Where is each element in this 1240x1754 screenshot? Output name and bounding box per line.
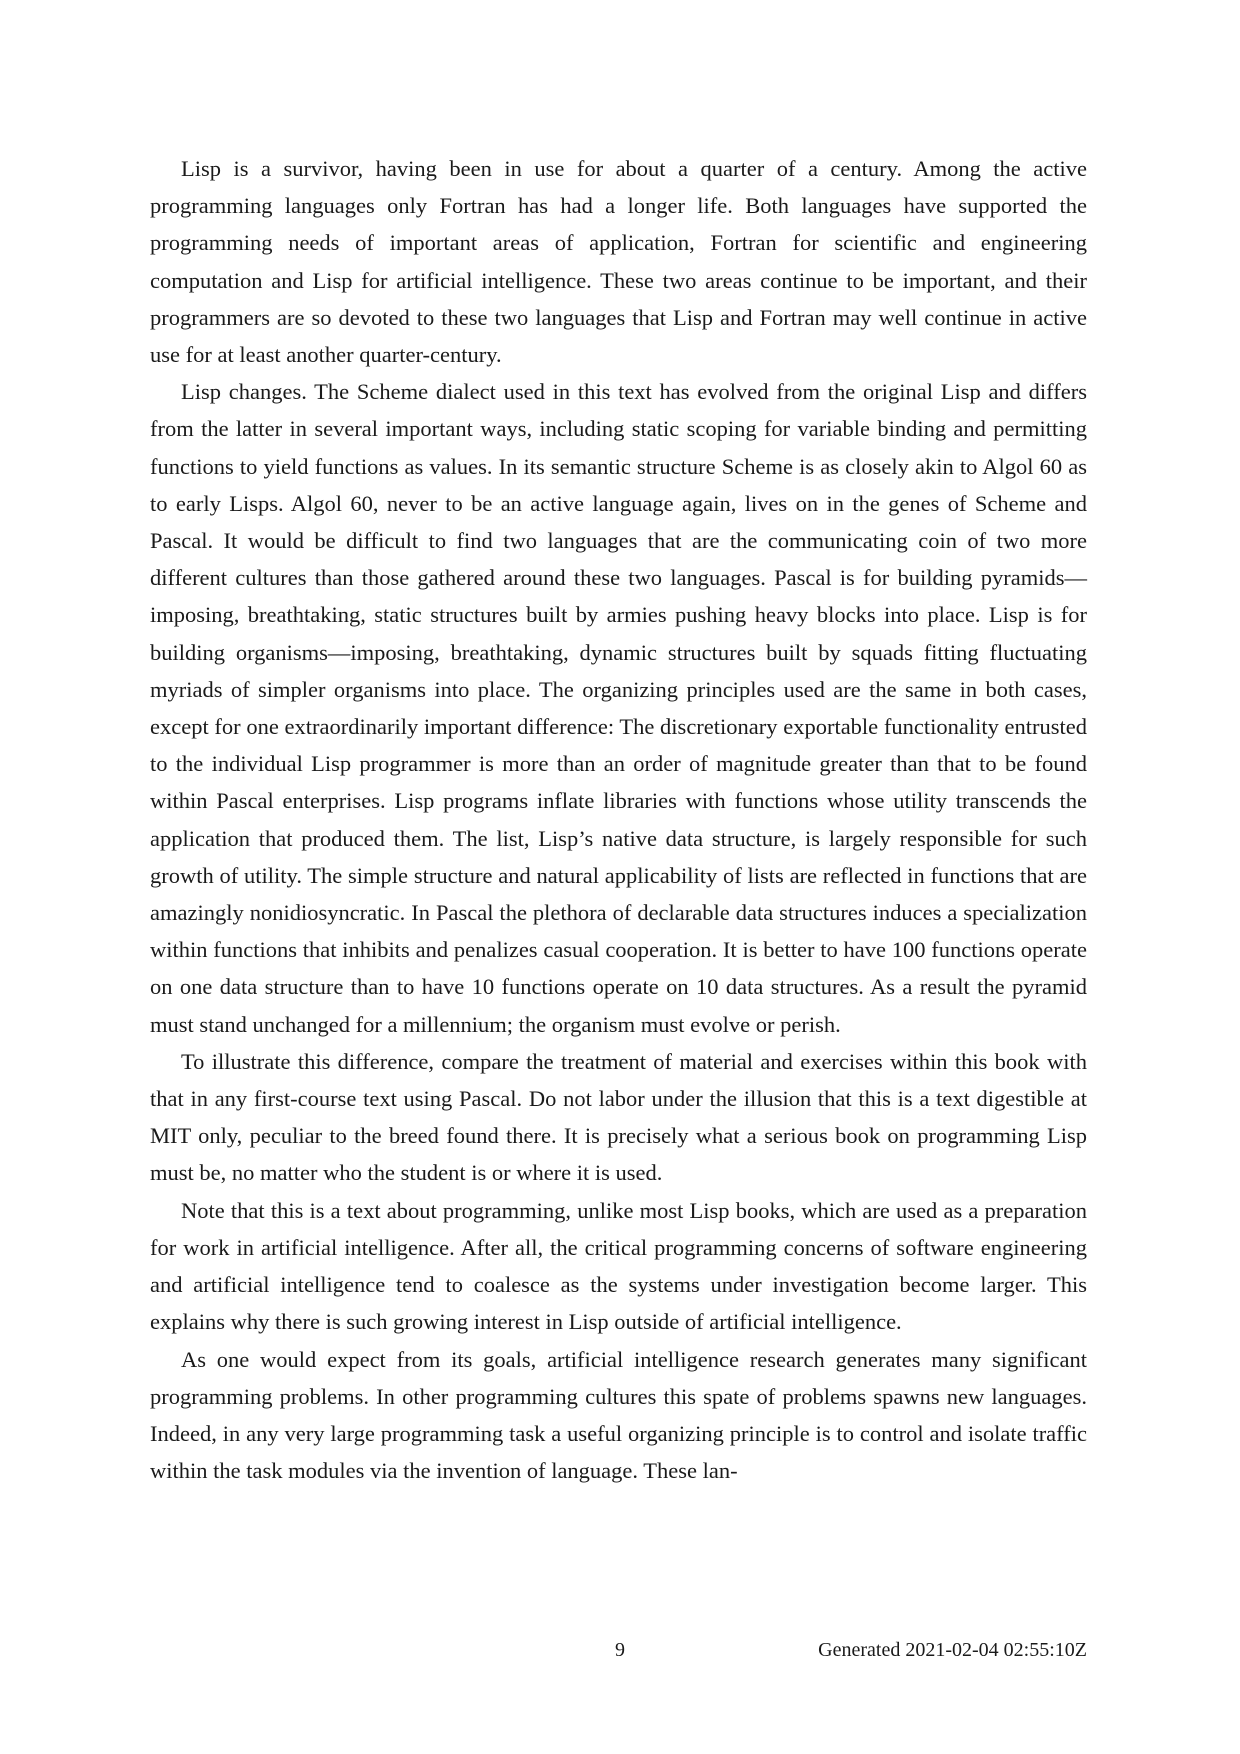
- paragraph: To illustrate this difference, compare the treatment of material and exercises within this book with that in any first-course text using Pascal. Do not labor under the illusion that this is a text digestible at MIT only, peculiar to the breed found there. It is precisely what a serious book on programming Lisp must be, no matter who the student is or where it is used.: [150, 1048, 1087, 1186]
- paragraph: Note that this is a text about programming, unlike most Lisp books, which are used as a preparation for work in artificial intelligence. After all, the critical programming concerns of software engineering and artificial intelligence tend to coalesce as the systems under investigation become larger. This explains why there is such growing interest in Lisp outside of artificial intelligence.: [150, 1197, 1087, 1335]
- paragraph: Lisp is a survivor, having been in use for about a quarter of a century. Among the active programming languages only Fortran has had a longer life. Both languages have supported the programming needs of important areas of application, Fortran for scientific and engineering computation and Lisp for artificial intelligence. These two areas continue to be important, and their programmers are so devoted to these two languages that Lisp and Fortran may well continue in active use for at least another quarter-century.: [150, 156, 1087, 368]
- body-text: [150, 150, 1087, 1489]
- paragraph: Lisp changes. The Scheme dialect used in this text has evolved from the original Lisp and differs from the latter in several important ways, including static scoping for variable binding and permitting functions to yield functions as values. In its semantic structure Scheme is as closely akin to Algol 60 as to early Lisps. Algol 60, never to be an active language again, lives on in the genes of Scheme and Pascal. It would be difficult to find two languages that are the communicating coin of two more different cultures than those gathered around these two languages. Pascal is for building pyramids—imposing, breathtaking, static structures built by armies pushing heavy blocks into place. Lisp is for building organisms—imposing, breathtaking, dynamic structures built by squads fitting fluctuating myriads of simpler organisms into place. The organizing principles used are the same in both cases, except for one extraordinarily important difference: The discretionary exportable functionality entrusted to the individual Lisp programmer is more than an order of magnitude greater than that to be found within Pascal enterprises. Lisp programs inflate libraries with functions whose utility transcends the application that produced them. The list, Lisp’s native data structure, is largely responsible for such growth of utility. The simple structure and natural applicability of lists are reflected in functions that are amazingly nonidiosyncratic. In Pascal the plethora of declarable data structures induces a specialization within functions that inhibits and penalizes casual cooperation. It is better to have 100 functions operate on one data structure than to have 10 functions operate on 10 data structures. As a result the pyramid must stand unchanged for a millennium; the organism must evolve or perish.: [150, 379, 1087, 1037]
- paragraph: As one would expect from its goals, artificial intelligence research generates many significant programming problems. In other programming cultures this spate of problems spawns new languages. Indeed, in any very large programming task a useful organizing principle is to control and isolate traffic within the task modules via the invention of language. These lan-: [150, 1346, 1087, 1484]
- generated-timestamp: Generated 2021-02-04 02:55:10Z: [818, 1639, 1087, 1661]
- page-number: 9: [615, 1639, 625, 1661]
